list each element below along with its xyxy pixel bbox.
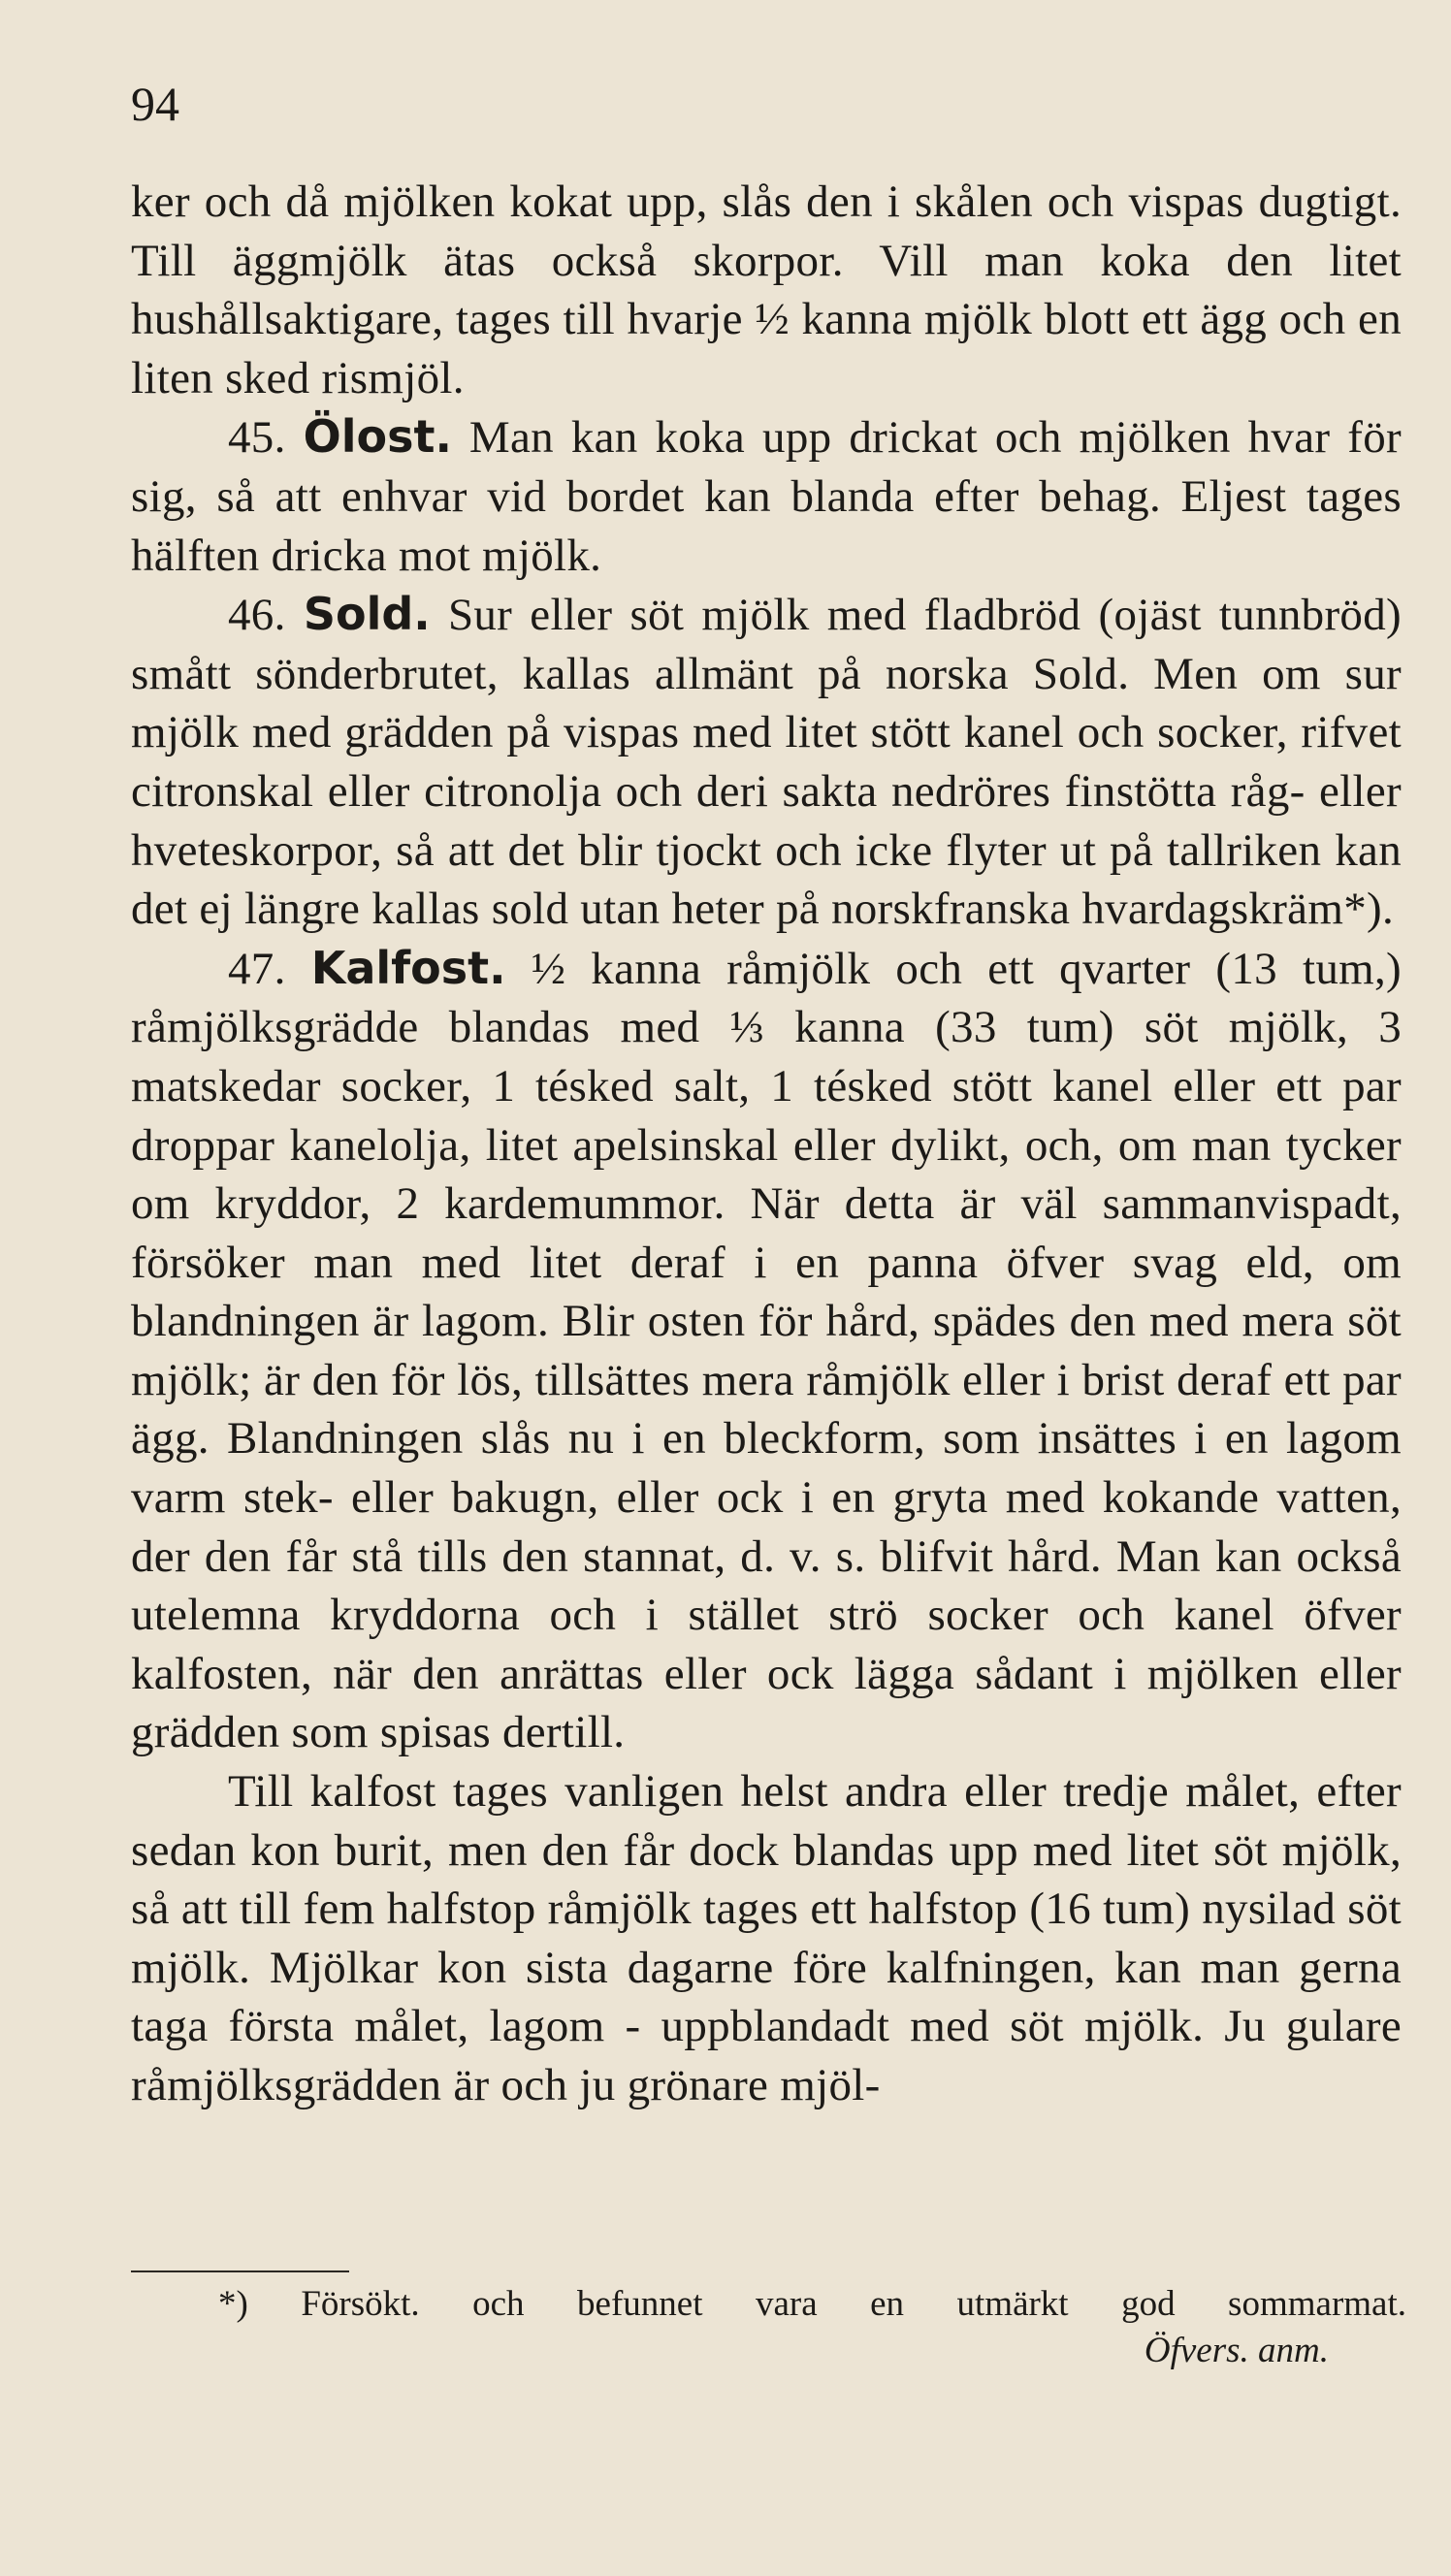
recipe-46 bbox=[131, 585, 1402, 939]
recipe-47 bbox=[131, 939, 1402, 1762]
recipe-number: 47. bbox=[228, 943, 286, 994]
footnote-attribution: Öfvers. anm. bbox=[1144, 2331, 1329, 2370]
recipe-number: 46. bbox=[228, 590, 286, 641]
recipe-text: Man kan koka upp drickat och mjölken hvar för sig, så att enhvar vid bordet kan blanda efter behag. Eljest tages hälften dricka mot mjölk. bbox=[131, 412, 1402, 581]
recipe-45 bbox=[131, 407, 1402, 585]
footnote-text: Försökt. och befunnet vara en utmärkt god sommarmat. bbox=[301, 2284, 1406, 2324]
recipe-number: 45. bbox=[228, 412, 286, 464]
recipe-heading: Sold. bbox=[303, 588, 431, 641]
recipe-heading: Ölost. bbox=[303, 410, 452, 464]
footnote bbox=[218, 2281, 1406, 2374]
footnote-divider bbox=[131, 2270, 349, 2272]
page-number: 94 bbox=[131, 77, 179, 131]
paragraph-continuation: ker och då mjölken kokat upp, slås den i skålen och vispas dugtigt. Till äggmjölk ätas också skorpor. Vill man koka den litet hushållsaktigare, tages till hvarje ½ kanna mjölk blott ett ägg och en liten sked rismjöl. bbox=[131, 177, 1402, 403]
body-text bbox=[131, 173, 1402, 2115]
footnote-line bbox=[218, 2281, 1406, 2328]
recipe-text: Sur eller söt mjölk med fladbröd (ojäst tunnbröd) smått sönderbrutet, kallas allmänt på norska Sold. Men om sur mjölk med grädden på vispas med litet stött kanel och socker, rifvet citronskal eller citronolja och deri sakta nedröres finstötta råg- eller hveteskorpor, så att det blir tjockt och icke flyter ut på tallriken kan det ej längre kallas sold utan heter på norskfranska hvardagskräm*). bbox=[131, 590, 1402, 935]
recipe-text: ½ kanna råmjölk och ett qvarter (13 tum,) råmjölksgrädde blandas med ⅓ kanna (33 tum) söt mjölk, 3 matskedar socker, 1 tésked salt, 1 tésked stött kanel eller ett par droppar kanelolja, litet apelsinskal eller dylikt, och, om man tycker om kryddor, 2 kardemummor. När detta är väl sammanvispadt, försöker man med litet deraf i en panna öfver svag eld, om blandningen är lagom. Blir osten för hård, spädes den med mera söt mjölk; är den för lös, tillsättes mera råmjölk eller i brist deraf ett par ägg. Blandningen slås nu i en bleckform, som insättes i en lagom varm stek- eller bakugn, eller ock i en gryta med kokande vatten, der den får stå tills den stannat, d. v. s. blifvit hård. Man kan också utelemna kryddorna och i stället strö socker och kanel öfver kalfosten, när den anrättas eller ock lägga sådant i mjölken eller grädden som spisas dertill. bbox=[131, 943, 1402, 1758]
paragraph: Till kalfost tages vanligen helst andra eller tredje målet, efter sedan kon burit, men den får dock blandas upp med litet söt mjölk, så att till fem halfstop råmjölk tages ett halfstop (16 tum) nysilad söt mjölk. Mjölkar kon sista dagarne före kalfningen, kan man gerna taga första målet, lagom - uppblandadt med söt mjölk. Ju gulare råmjölksgrädden är och ju grönare mjöl- bbox=[131, 1766, 1402, 2110]
footnote-marker: *) bbox=[218, 2284, 248, 2324]
recipe-heading: Kalfost. bbox=[310, 941, 506, 994]
